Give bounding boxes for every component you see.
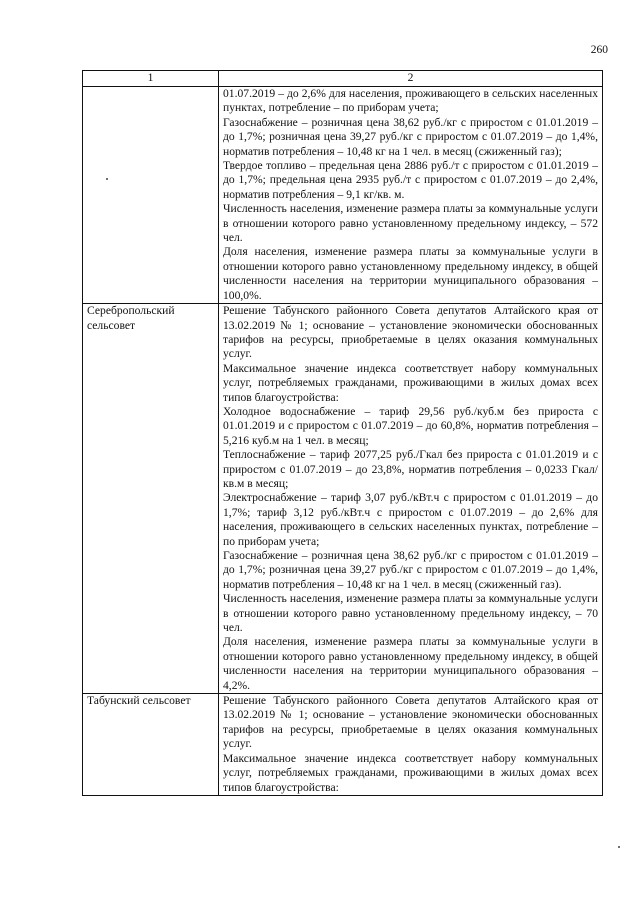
row-content (219, 87, 603, 304)
paragraph: Газоснабжение – розничная цена 38,62 руб./кг с приростом с 01.01.2019 – до 1,7%; розничная цена 39,27 руб./кг с приростом с 01.07.2019 – до 1,4%, норматив потребления – 10,48 кг на 1 чел. в месяц (сжиженный газ); (223, 115, 598, 158)
paragraph: Максимальное значение индекса соответствует набору коммунальных услуг, потребляемых гражданами, проживающими в жилых домах всех типов благоустройства: (223, 751, 598, 794)
scan-speck (106, 178, 108, 180)
municipality-name: Серебропольский сельсовет (83, 304, 219, 694)
paragraph: Максимальное значение индекса соответствует набору коммунальных услуг, потребляемых гражданами, проживающими в жилых домах всех типов благоустройства: (223, 361, 598, 404)
column-header-1: 1 (83, 71, 219, 87)
paragraph: Твердое топливо – предельная цена 2886 руб./т с приростом с 01.01.2019 – до 1,7%; предельная цена 2935 руб./т с приростом с 01.07.2019 – до 2,4%, норматив потребления – 9,1 кг/кв. м. (223, 159, 598, 201)
column-header-2: 2 (219, 71, 603, 87)
paragraph: Электроснабжение – тариф 3,07 руб./кВт.ч с приростом с 01.01.2019 – до 1,7%; тариф 3,12 руб./кВт.ч с приростом с 01.07.2019 – до 2,6% для населения, проживающего в сельских населенных пунктах, потребление – по приборам учета; (223, 491, 598, 548)
table-row (83, 304, 603, 694)
paragraph: Решение Табунского районного Совета депутатов Алтайского края от 13.02.2019 № 1; основание – установление экономически обоснованных тарифов на ресурсы, приобретаемые в целях оказания коммунальных услуг. (223, 694, 598, 751)
table-header-row (83, 71, 603, 87)
paragraph: Численность населения, изменение размера платы за коммунальные услуги в отношении которого равно установленному предельному индексу, – 70 чел. (223, 592, 598, 635)
paragraph: Холодное водоснабжение – тариф 29,56 руб./куб.м без прироста с 01.01.2019 и с приростом с 01.07.2019 – до 60,8%, норматив потребления – 5,216 куб.м на 1 чел. в месяц; (223, 404, 598, 447)
municipality-name: Табунский сельсовет (83, 694, 219, 796)
municipality-name (83, 87, 219, 304)
page-number: 260 (590, 44, 608, 56)
scan-speck (618, 846, 620, 848)
tariff-table (82, 70, 603, 796)
paragraph: 01.07.2019 – до 2,6% для населения, проживающего в сельских населенных пунктах, потребление – по приборам учета; (223, 87, 598, 115)
paragraph: Теплоснабжение – тариф 2077,25 руб./Гкал без прироста с 01.01.2019 и с приростом с 01.07.2019 – до 23,8%, норматив потребления – 0,0233 Гкал/кв.м в месяц; (223, 448, 598, 490)
paragraph: Газоснабжение – розничная цена 38,62 руб./кг с приростом с 01.01.2019 – до 1,7%; розничная цена 39,27 руб./кг с приростом с 01.07.2019 – до 1,4%, норматив потребления – 10,48 кг на 1 чел. в месяц (сжиженный газ). (223, 549, 598, 591)
paragraph: Доля населения, изменение размера платы за коммунальные услуги в отношении которого равно установленному предельному индексу, в общей численности населения на территории муниципального образования – 100,0%. (223, 245, 598, 302)
table-row (83, 87, 603, 304)
row-content (219, 304, 603, 694)
paragraph: Доля населения, изменение размера платы за коммунальные услуги в отношении которого равно установленному предельному индексу, в общей численности населения на территории муниципального образования – 4,2%. (223, 635, 598, 692)
table-row (83, 694, 603, 796)
paragraph: Решение Табунского районного Совета депутатов Алтайского края от 13.02.2019 № 1; основание – установление экономически обоснованных тарифов на ресурсы, приобретаемые в целях оказания коммунальных услуг. (223, 304, 598, 361)
row-content (219, 694, 603, 796)
paragraph: Численность населения, изменение размера платы за коммунальные услуги в отношении которого равно установленному предельному индексу, – 572 чел. (223, 202, 598, 245)
